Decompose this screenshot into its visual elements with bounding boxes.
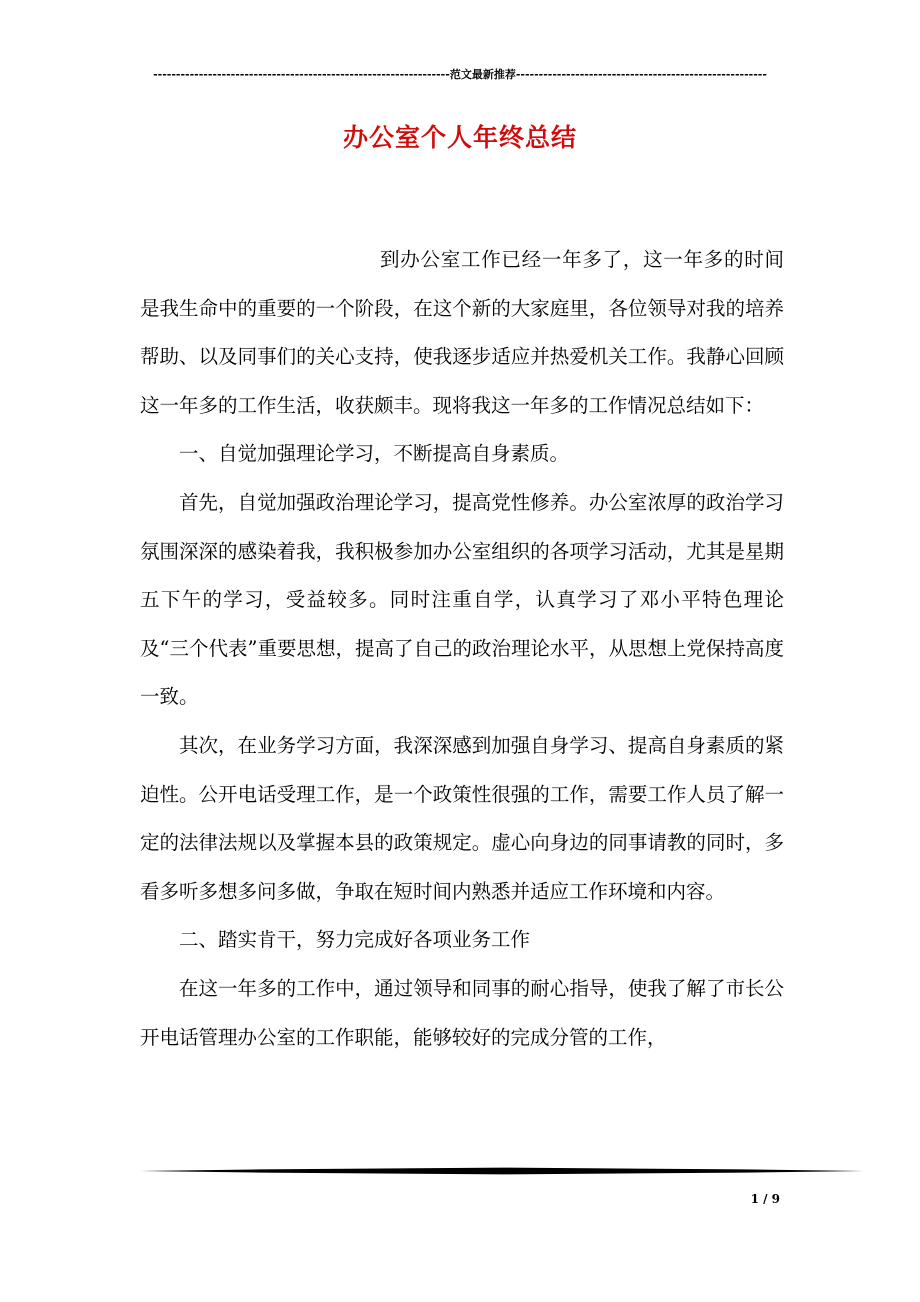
document-title: 办公室个人年终总结 (342, 123, 577, 152)
page-number: 1 / 9 (750, 1192, 780, 1206)
page-header: -----------------------------------------------------------------范文最新推荐------------------------------------------------------- (153, 68, 767, 81)
paragraph-intro: 到办公室工作已经一年多了，这一年多的时间是我生命中的重要的一个阶段，在这个新的大家庭里，各位领导对我的培养帮助、以及同事们的关心支持，使我逐步适应并热爱机关工作。我静心回顾这一年多的工作生活，收获颇丰。现将我这一年多的工作情况总结如下： (140, 248, 784, 417)
paragraph-work-overview: 在这一年多的工作中，通过领导和同事的耐心指导，使我了解了市长公开电话管理办公室的工作职能，能够较好的完成分管的工作， (140, 976, 784, 1049)
section-heading-1: 一、自觉加强理论学习，不断提高自身素质。 (179, 442, 570, 466)
paragraph-political-study: 首先，自觉加强政治理论学习，提高党性修养。办公室浓厚的政治学习氛围深深的感染着我，我积极参加办公室组织的各项学习活动，尤其是星期五下午的学习，受益较多。同时注重自学，认真学习了邓小平特色理论及“三个代表”重要思想，提高了自己的政治理论水平，从思想上党保持高度一致。 (140, 490, 784, 709)
paragraph-business-study: 其次，在业务学习方面，我深深感到加强自身学习、提高自身素质的紧迫性。公开电话受理工作，是一个政策性很强的工作，需要工作人员了解一定的法律法规以及掌握本县的政策规定。虚心向身边的同事请教的同时，多看多听多想多问多做，争取在短时间内熟悉并适应工作环境和内容。 (140, 733, 784, 903)
document-body (140, 236, 784, 1062)
section-heading-2: 二、踏实肯干，努力完成好各项业务工作 (179, 928, 531, 952)
footer-rule (140, 1166, 864, 1176)
